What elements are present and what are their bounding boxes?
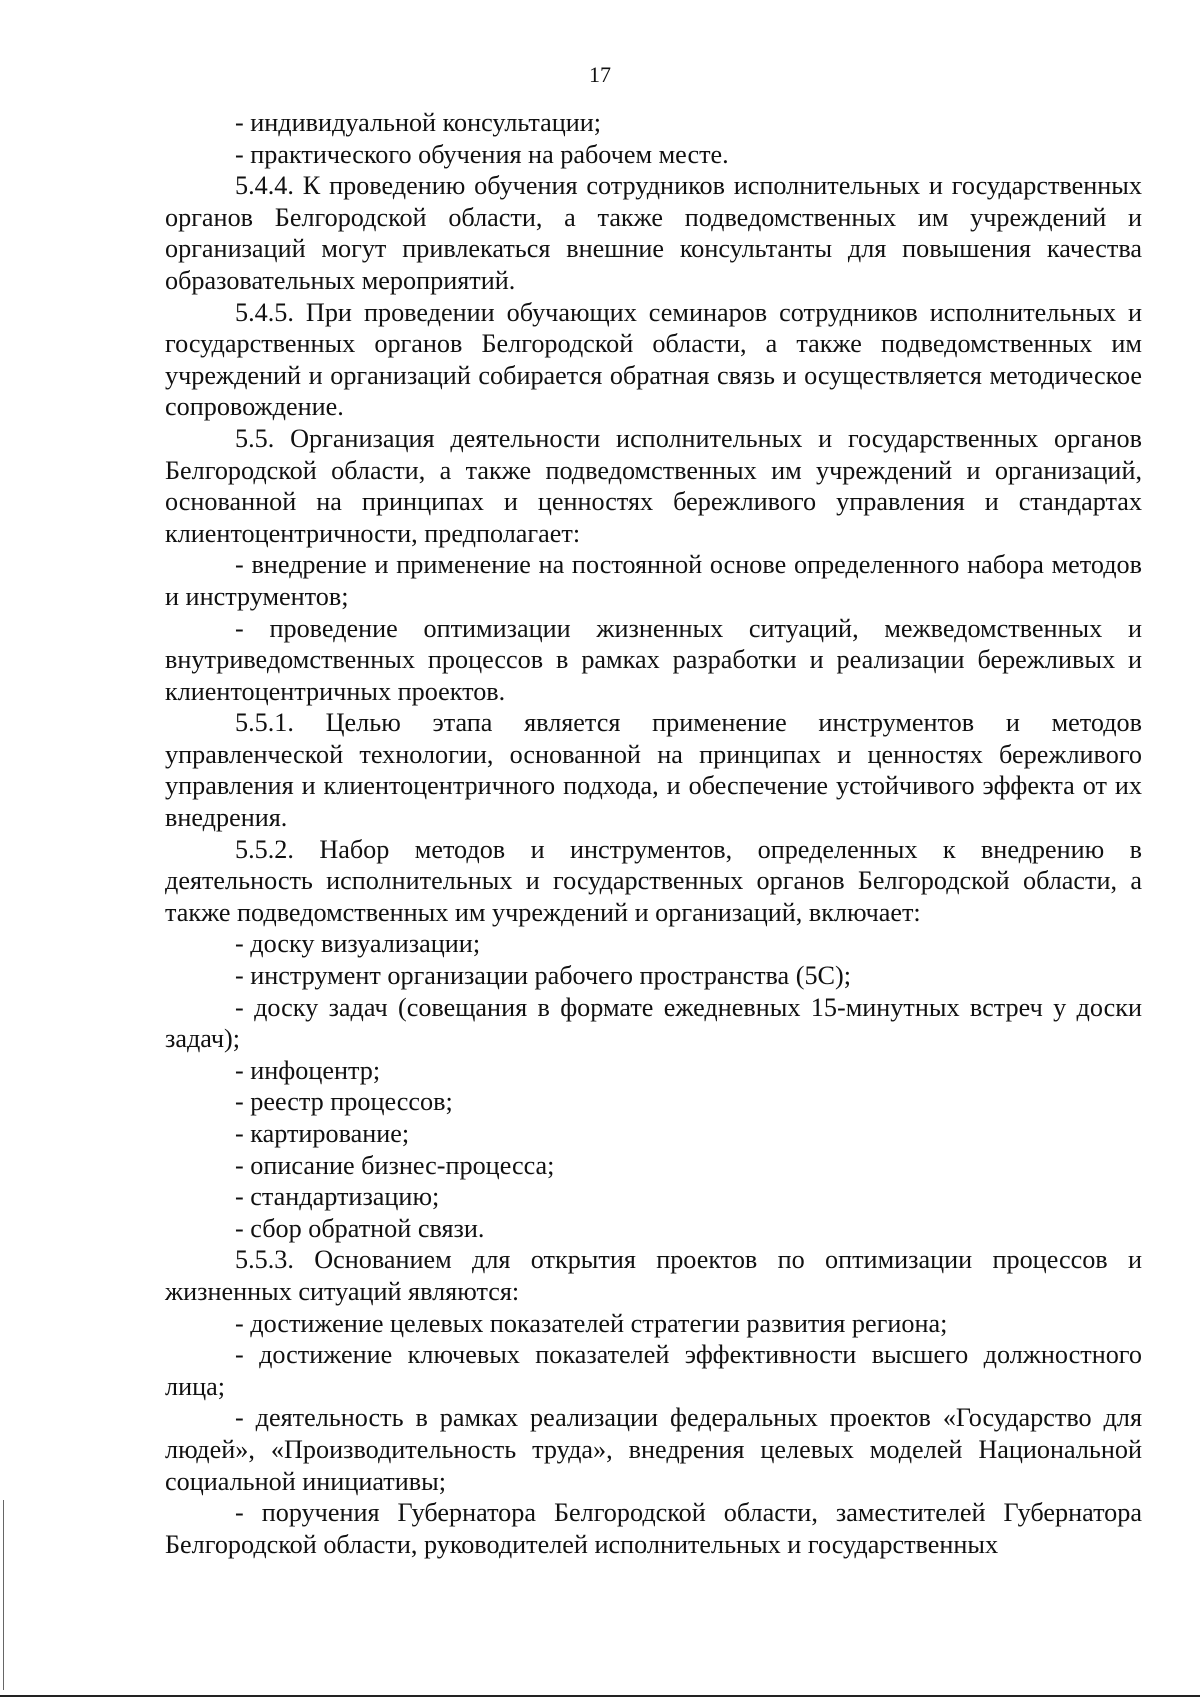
paragraph: - доску задач (совещания в формате ежедневных 15-минутных встреч у доски задач); <box>165 992 1142 1054</box>
paragraph: - индивидуальной консультации; <box>235 108 602 137</box>
paragraph: - инструмент организации рабочего пространства (5С); <box>235 961 852 991</box>
paragraph: - доску визуализации; <box>235 929 481 959</box>
paragraph: - деятельность в рамках реализации федеральных проектов «Государство для людей», «Производительность труда», внедрения целевых моделей Национальной социальной инициативы; <box>165 1403 1142 1496</box>
paragraph: - поручения Губернатора Белгородской области, заместителей Губернатора Белгородской области, руководителей исполнительных и государственных <box>165 1498 1142 1559</box>
paragraph: 5.4.5. При проведении обучающих семинаров сотрудников исполнительных и государственных органов Белгородской области, а также подведомственных им учреждений и организаций собирается обратная связь и осуществляется методическое сопровождение. <box>165 297 1142 422</box>
scan-bottom-edge <box>0 1695 1200 1697</box>
paragraph: - проведение оптимизации жизненных ситуаций, межведомственных и внутриведомственных процессов в рамках разработки и реализации бережливых и клиентоцентричных проектов. <box>165 613 1142 706</box>
paragraph: - реестр процессов; <box>235 1087 453 1117</box>
paragraph: 5.5. Организация деятельности исполнительных и государственных органов Белгородской области, а также подведомственных им учреждений и организаций, основанной на принципах и ценностях бережливого управления и стандартах клиентоцентричности, предполагает: <box>165 423 1142 548</box>
paragraph: 5.4.4. К проведению обучения сотрудников исполнительных и государственных органов Белгородской области, а также подведомственных им учреждений и организаций могут привлекаться внешние консультанты для повышения качества образовательных мероприятий. <box>165 171 1142 295</box>
paragraph: - описание бизнес-процесса; <box>235 1150 555 1180</box>
paragraph: - сбор обратной связи. <box>235 1213 485 1243</box>
paragraph: 5.5.2. Набор методов и инструментов, определенных к внедрению в деятельность исполнительных и государственных органов Белгородской области, а также подведомственных им учреждений и организаций, включает: <box>165 834 1142 927</box>
page-number: 17 <box>589 62 611 87</box>
paragraph: - стандартизацию; <box>235 1182 440 1212</box>
document-body <box>165 107 1142 1560</box>
paragraph: - практического обучения на рабочем месте. <box>235 139 729 169</box>
paragraph: - достижение целевых показателей стратегии развития региона; <box>235 1308 948 1338</box>
scan-edge-line <box>3 1500 4 1690</box>
paragraph: - внедрение и применение на постоянной основе определенного набора методов и инструментов; <box>165 550 1142 611</box>
paragraph: 5.5.1. Целью этапа является применение инструментов и методов управленческой технологии, основанной на принципах и ценностях бережливого управления и клиентоцентричного подхода, и обеспечение устойчивого эффекта от их внедрения. <box>165 708 1142 833</box>
paragraph: - картирование; <box>235 1119 410 1148</box>
paragraph: - инфоцентр; <box>235 1055 381 1085</box>
paragraph: 5.5.3. Основанием для открытия проектов по оптимизации процессов и жизненных ситуаций являются: <box>165 1245 1142 1306</box>
paragraph: - достижение ключевых показателей эффективности высшего должностного лица; <box>165 1340 1142 1401</box>
